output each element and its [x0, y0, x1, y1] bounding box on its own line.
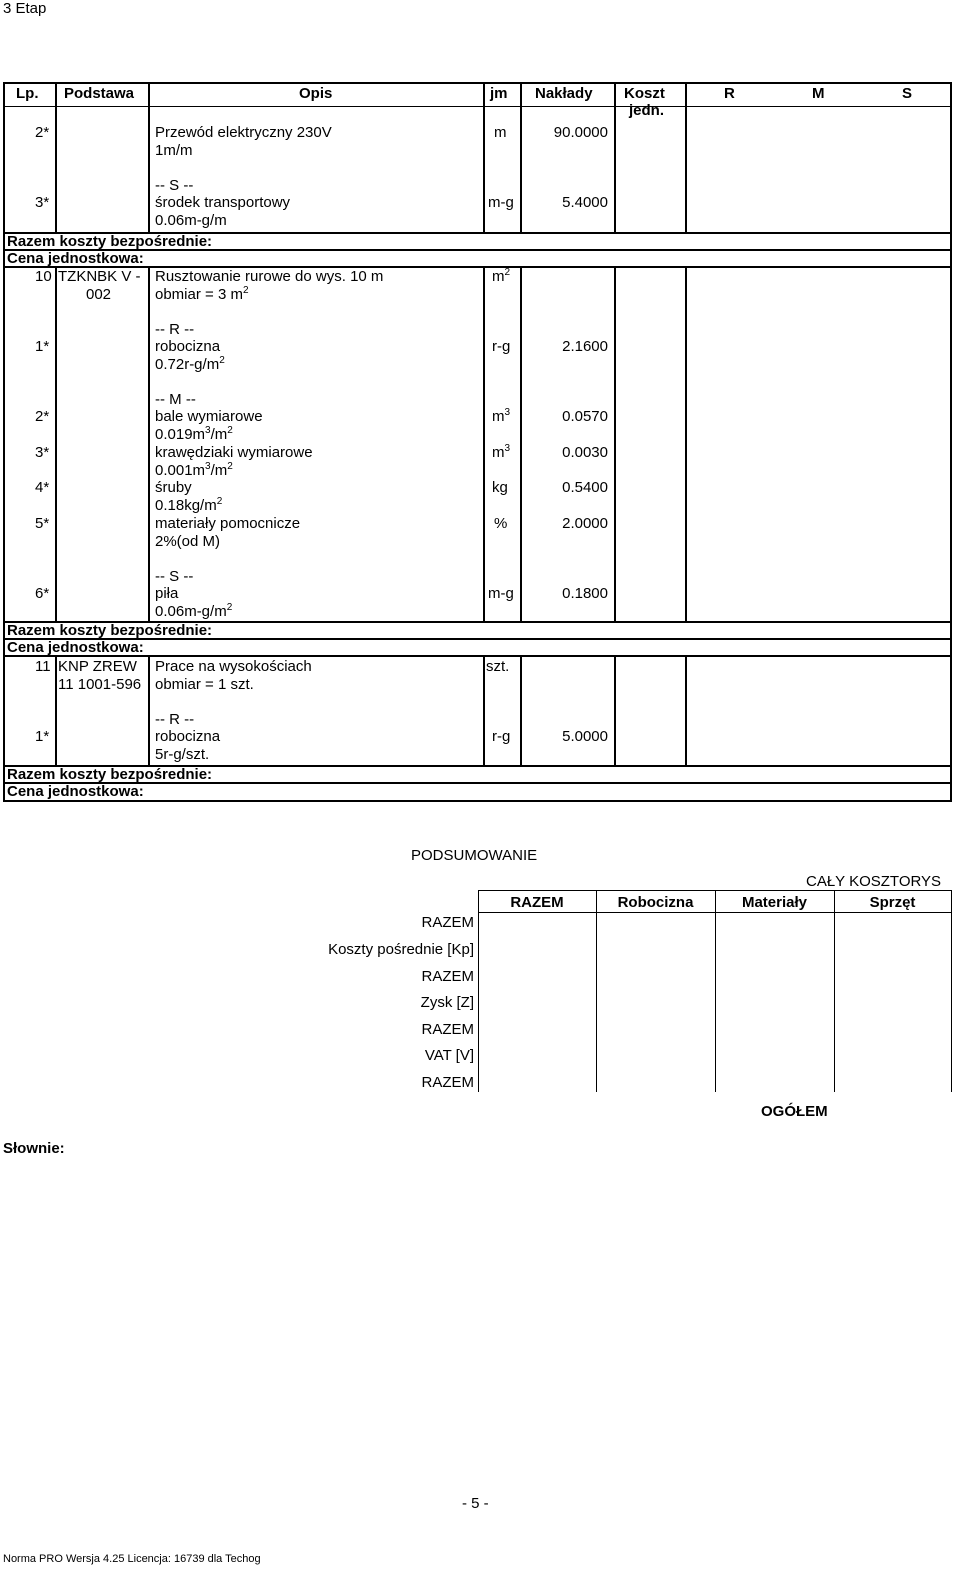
row-naklady: 5.0000	[562, 728, 608, 745]
row-norm: $0.06m-g/m^2$	[155, 602, 233, 620]
row-naklady: 5.4000	[562, 194, 608, 211]
row-border	[3, 266, 952, 268]
row-naklady: 0.0570	[562, 408, 608, 425]
summary-scope: CAŁY KOSZTORYS	[806, 873, 942, 890]
category-label: -- M --	[155, 391, 196, 408]
row-lp: 6*	[35, 585, 50, 602]
page-title: 3 Etap	[3, 0, 47, 17]
category-label: -- R --	[155, 321, 195, 338]
col-sep	[520, 655, 522, 765]
col-sep	[614, 82, 616, 232]
header-opis: Opis	[299, 85, 333, 102]
header-koszt: Koszt	[624, 85, 665, 102]
summary-col-materialy: Materiały	[741, 894, 808, 911]
col-sep	[685, 82, 687, 232]
row-norm: 5r-g/szt.	[155, 746, 210, 763]
razem-label: Razem koszty bezpośrednie:	[7, 233, 213, 250]
position-basis: TZKNBK V -	[58, 268, 141, 285]
summary-col-sep	[478, 890, 479, 1092]
row-lp: 5*	[35, 515, 50, 532]
row-opis: piła	[155, 585, 179, 602]
col-sep	[483, 82, 485, 232]
amount-in-words-label: Słownie:	[3, 1140, 65, 1157]
position-quantity: obmiar = 3 $m^2$	[155, 285, 249, 303]
row-lp: 3*	[35, 194, 50, 211]
col-sep	[614, 655, 616, 765]
summary-title: PODSUMOWANIE	[411, 847, 538, 864]
position-description: Rusztowanie rurowe do wys. 10 m	[155, 268, 384, 285]
row-lp: 3*	[35, 444, 50, 461]
header-jedn: jedn.	[629, 102, 665, 119]
row-norm: 0.06m-g/m	[155, 212, 227, 229]
summary-col-sep	[834, 890, 835, 1092]
header-bottom-border	[3, 106, 952, 107]
cena-label: Cena jednostkowa:	[7, 250, 144, 267]
table-left-border	[3, 82, 5, 802]
position-quantity: obmiar = 1 szt.	[155, 676, 254, 693]
cena-label: Cena jednostkowa:	[7, 639, 144, 656]
position-description: Prace na wysokościach	[155, 658, 312, 675]
header-naklady: Nakłady	[535, 85, 593, 102]
col-sep	[483, 266, 485, 621]
row-norm: $0.001m^3/m^2$	[155, 461, 233, 479]
summary-total-label: OGÓŁEM	[761, 1103, 828, 1120]
summary-col-razem: RAZEM	[510, 894, 564, 911]
table-top-border	[3, 82, 952, 84]
col-sep	[520, 82, 522, 232]
row-jm: kg	[492, 479, 508, 496]
summary-row-label: VAT [V]	[424, 1047, 474, 1064]
col-sep	[520, 266, 522, 621]
row-opis: krawędziaki wymiarowe	[155, 444, 313, 461]
row-opis: środek transportowy	[155, 194, 291, 211]
row-naklady: 2.1600	[562, 338, 608, 355]
header-r: R	[724, 85, 735, 102]
razem-label: Razem koszty bezpośrednie:	[7, 622, 213, 639]
position-basis-code: 002	[86, 286, 112, 303]
row-opis: Przewód elektryczny 230V	[155, 124, 332, 141]
col-sep	[685, 655, 687, 765]
category-label: -- R --	[155, 711, 195, 728]
row-lp: 1*	[35, 728, 50, 745]
summary-col-sep	[951, 890, 952, 1092]
row-naklady: 0.0030	[562, 444, 608, 461]
row-opis: robocizna	[155, 338, 221, 355]
row-jm: m	[494, 124, 507, 141]
row-norm: $0.019m^3/m^2$	[155, 425, 233, 443]
cena-label: Cena jednostkowa:	[7, 783, 144, 800]
category-label: -- S --	[155, 568, 194, 585]
row-lp: 4*	[35, 479, 50, 496]
row-opis: bale wymiarowe	[155, 408, 263, 425]
row-jm: $m^3$	[492, 443, 511, 461]
summary-row-label: RAZEM	[421, 914, 474, 931]
summary-col-sep	[596, 890, 597, 1092]
summary-row-label: RAZEM	[421, 1021, 474, 1038]
position-number: 10	[35, 268, 52, 285]
row-jm: m-g	[488, 194, 514, 211]
row-naklady: 0.5400	[562, 479, 608, 496]
row-opis: robocizna	[155, 728, 221, 745]
table-right-border	[950, 82, 952, 802]
header-lp: Lp.	[16, 85, 39, 102]
col-sep	[483, 655, 485, 765]
row-norm: $0.72r-g/m^2$	[155, 355, 225, 373]
position-unit: $m^2$	[492, 267, 511, 285]
summary-row-label: RAZEM	[421, 968, 474, 985]
row-jm: $m^3$	[492, 407, 511, 425]
position-basis: KNP ZREW	[58, 658, 137, 675]
row-opis: materiały pomocnicze	[155, 515, 301, 532]
summary-col-robocizna: Robocizna	[617, 894, 694, 911]
row-opis: śruby	[155, 479, 192, 496]
category-label: -- S --	[155, 177, 194, 194]
page-number: - 5 -	[462, 1495, 489, 1512]
row-jm: %	[494, 515, 508, 532]
table-bottom-border	[3, 800, 952, 802]
row-norm: $0.18kg/m^2$	[155, 496, 223, 514]
license-footer: Norma PRO Wersja 4.25 Licencja: 16739 dla Techog	[3, 1553, 261, 1565]
summary-col-sprzet: Sprzęt	[869, 894, 916, 911]
col-sep	[55, 266, 57, 621]
row-jm: m-g	[488, 585, 514, 602]
col-sep	[685, 266, 687, 621]
col-sep	[55, 82, 57, 232]
row-lp: 1*	[35, 338, 50, 355]
row-lp: 2*	[35, 408, 50, 425]
row-naklady: 0.1800	[562, 585, 608, 602]
row-border	[3, 655, 952, 657]
summary-row-label: Zysk [Z]	[420, 994, 474, 1011]
col-sep	[55, 655, 57, 765]
row-jm: r-g	[492, 338, 511, 355]
position-unit: szt.	[486, 658, 510, 675]
row-naklady: 90.0000	[553, 124, 608, 141]
header-s: S	[902, 85, 913, 102]
header-m: M	[812, 85, 825, 102]
row-jm: r-g	[492, 728, 511, 745]
header-jm: jm	[490, 85, 508, 102]
row-lp: 2*	[35, 124, 50, 141]
summary-row-label: RAZEM	[421, 1074, 474, 1091]
col-sep	[614, 266, 616, 621]
row-naklady: 2.0000	[562, 515, 608, 532]
summary-row-label: Koszty pośrednie [Kp]	[328, 941, 474, 958]
razem-label: Razem koszty bezpośrednie:	[7, 766, 213, 783]
header-podstawa: Podstawa	[64, 85, 135, 102]
summary-col-sep	[715, 890, 716, 1092]
position-basis-code: 11 1001-596	[58, 676, 142, 693]
col-sep	[148, 655, 150, 765]
row-norm: 2%(od M)	[155, 533, 221, 550]
col-sep	[148, 266, 150, 621]
col-sep	[148, 82, 150, 232]
position-number: 11	[35, 658, 51, 675]
row-norm: 1m/m	[155, 142, 193, 159]
